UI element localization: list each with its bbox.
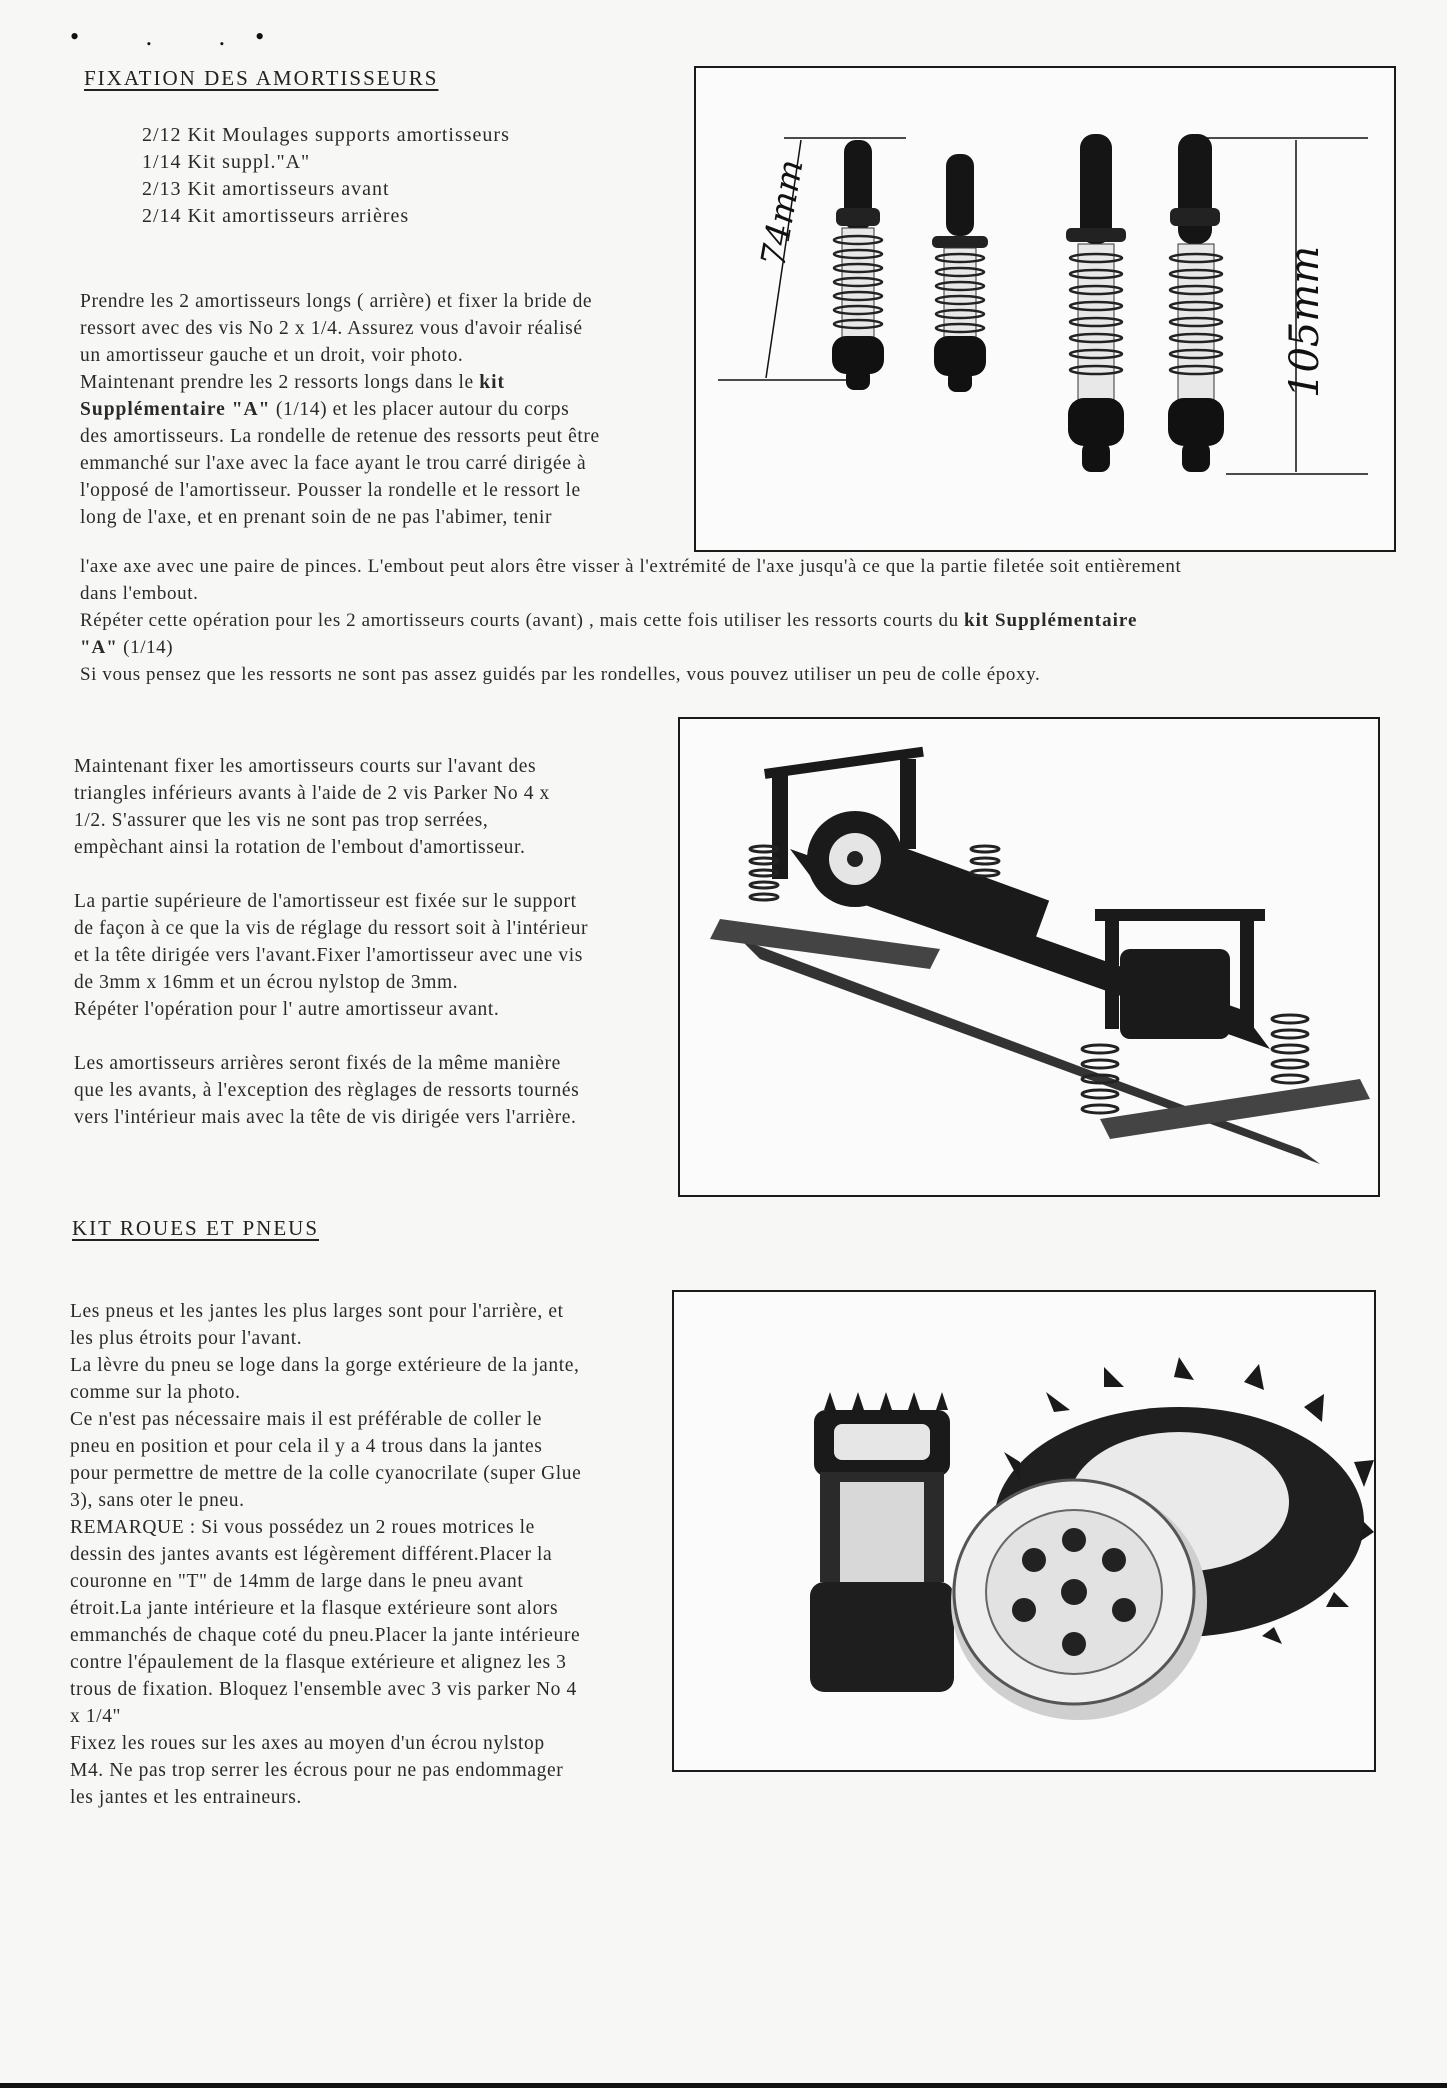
text-line: pour permettre de mettre de la colle cyanocrilate (super Glue [70,1463,582,1484]
text-line: les jantes et les entraineurs. [70,1787,302,1808]
chassis-photo [678,717,1380,1197]
shocks-instructions-narrow [80,288,680,531]
text-line: dessin des jantes avants est légèrement différent.Placer la [70,1544,553,1565]
text-line: comme sur la photo. [70,1382,241,1403]
text-line: long de l'axe, et en prenant soin de ne pas l'abimer, tenir [80,507,553,528]
bold-text: kit Supplémentaire [964,610,1138,631]
shock-absorber [832,140,884,390]
text-line: que les avants, à l'exception des règlages de ressorts tournés [74,1080,580,1101]
text-line: un amortisseur gauche et un droit, voir photo. [80,345,464,366]
text-line [80,607,1380,634]
shocks-instructions-wide [80,553,1380,688]
text-line: emmanchés de chaque coté du pneu.Placer la jante intérieure [70,1625,581,1646]
text-line: Les pneus et les jantes les plus larges sont pour l'arrière, et [70,1301,564,1322]
wheels-instructions [70,1298,670,1811]
bold-text: kit [479,372,505,393]
text-line: dans l'embout. [80,583,199,604]
text-line: vers l'intérieur mais avec la tête de vis dirigée vers l'arrière. [74,1107,577,1128]
text-line: Les amortisseurs arrières seront fixés de la même manière [74,1053,561,1074]
text-line: emmanché sur l'axe avec la face ayant le trou carré dirigée à [80,453,587,474]
parts-list-item: 2/14 Kit amortisseurs arrières [142,205,410,227]
text-line: les plus étroits pour l'avant. [70,1328,303,1349]
parts-list-item: 2/12 Kit Moulages supports amortisseurs [142,124,510,146]
text-line: Répéter l'opération pour l' autre amortisseur avant. [74,999,500,1020]
bold-text: Supplémentaire "A" [80,399,271,420]
text-line: Si vous pensez que les ressorts ne sont pas assez guidés par les rondelles, vous pouvez utiliser un peu de colle époxy. [80,664,1041,685]
text-line: 3), sans oter le pneu. [70,1490,245,1511]
shocks-illustration [696,68,1394,550]
text-line: M4. Ne pas trop serrer les écrous pour ne pas endommager [70,1760,564,1781]
text-line [80,369,680,396]
text-line: Fixez les roues sur les axes au moyen d'un écrou nylstop [70,1733,545,1754]
mounting-instructions [74,753,674,1131]
text-line: REMARQUE : Si vous possédez un 2 roues motrices le [70,1517,535,1538]
text-line: Ce n'est pas nécessaire mais il est préférable de coller le [70,1409,543,1430]
text-line: 1/2. S'assurer que les vis ne sont pas trop serrées, [74,810,489,831]
shocks-photo [694,66,1396,552]
wheels-illustration [674,1292,1374,1770]
text-line: Prendre les 2 amortisseurs longs ( arrière) et fixer la bride de [80,291,593,312]
text-line: trous de fixation. Bloquez l'ensemble avec 3 vis parker No 4 [70,1679,577,1700]
text-line: l'opposé de l'amortisseur. Pousser la rondelle et le ressort le [80,480,581,501]
dimension-label-long: 105mm [1282,245,1328,398]
text-span: Répéter cette opération pour les 2 amortisseurs courts (avant) , mais cette fois utiliser les ressorts courts du [80,610,965,631]
text-line: pneu en position et pour cela il y a 4 trous dans la jantes [70,1436,543,1457]
text-line: La lèvre du pneu se loge dans la gorge extérieure de la jante, [70,1355,580,1376]
parts-list-item: 2/13 Kit amortisseurs avant [142,178,390,200]
text-line: x 1/4" [70,1706,122,1727]
dimension-label-short: 74mm [753,156,812,270]
text-line: couronne en "T" de 14mm de large dans le pneu avant [70,1571,524,1592]
text-line: étroit.La jante intérieure et la flasque extérieure sont alors [70,1598,559,1619]
chassis-illustration [680,719,1378,1195]
text-line: contre l'épaulement de la flasque extérieure et alignez les 3 [70,1652,567,1673]
text-span: Maintenant prendre les 2 ressorts longs dans le [80,372,480,393]
text-line: ressort avec des vis No 2 x 1/4. Assurez vous d'avoir réalisé [80,318,583,339]
parts-list-item: 1/14 Kit suppl."A" [142,151,311,173]
text-line: Maintenant fixer les amortisseurs courts sur l'avant des [74,756,537,777]
shock-absorber [932,154,988,392]
text-line [80,396,680,423]
section-heading-wheels: KIT ROUES ET PNEUS [72,1216,319,1240]
text-line [80,634,1380,661]
bold-text: "A" [80,637,118,658]
shock-absorber [1066,134,1126,472]
parts-list [142,122,510,230]
text-line: l'axe axe avec une paire de pinces. L'embout peut alors être visser à l'extrémité de l'axe jusqu'à ce que la partie filetée soit entièrement [80,556,1182,577]
shock-absorber [1168,134,1224,472]
front-tyre [810,1392,954,1692]
text-line: triangles inférieurs avants à l'aide de 2 vis Parker No 4 x [74,783,550,804]
text-line: de 3mm x 16mm et un écrou nylstop de 3mm. [74,972,459,993]
text-span: (1/14) et les placer autour du corps [270,399,570,420]
bottom-edge [0,2083,1447,2088]
text-line: de façon à ce que la vis de réglage du ressort soit à l'intérieur [74,918,589,939]
text-line: empèchant ainsi la rotation de l'embout d'amortisseur. [74,837,526,858]
text-line: des amortisseurs. La rondelle de retenue des ressorts peut être [80,426,600,447]
text-span: (1/14) [117,637,174,658]
text-line: La partie supérieure de l'amortisseur est fixée sur le support [74,891,577,912]
wheels-photo [672,1290,1376,1772]
corner-mark: • . .• [70,22,295,51]
section-heading-shocks: FIXATION DES AMORTISSEURS [84,66,439,90]
text-line: et la tête dirigée vers l'avant.Fixer l'amortisseur avec une vis [74,945,583,966]
